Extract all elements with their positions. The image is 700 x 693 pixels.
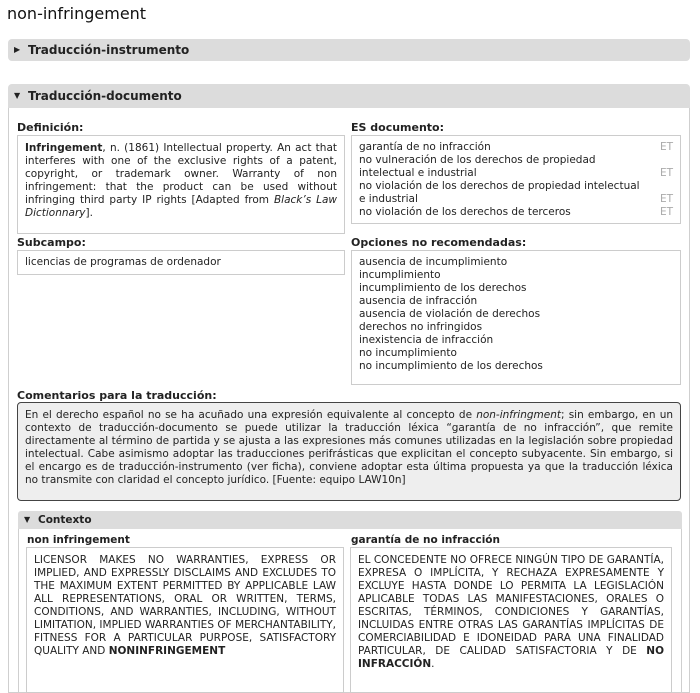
definicion-text-end: ].: [85, 207, 93, 219]
caret-down-icon: ▼: [14, 91, 21, 100]
contexto-label: Contexto: [38, 514, 92, 526]
et-badge: ET: [659, 141, 673, 153]
comentarios-term: non-infringment: [476, 409, 562, 421]
comentarios-label: Comentarios para la traducción:: [17, 389, 217, 402]
list-item: derechos no infringidos: [359, 321, 483, 333]
contexto-header[interactable]: [18, 511, 682, 529]
list-item: no incumplimiento: [359, 347, 457, 359]
comentarios-text-end: ; sin embargo, en un contexto de traducción-documento se puede utilizar la traducción léxica “garantía de no infracción”, que remite directamente al término de partida y se ajusta a las expresiones más comunes utilizadas en la legislación sobre propiedad intelectual. Cabe asimismo adoptar las traducciones perifrásticas que explicitan el concepto subyacente. Sin embargo, si el encargo es de traducción-instrumento (ver ficha), conviene adoptar esta última propuesta ya que la traducción léxica no transmite con claridad el concepto jurídico. [Fuente: equipo LAW10n]: [25, 409, 673, 486]
section-label: Traducción-instrumento: [28, 43, 190, 57]
contexto-left-heading: non infringement: [27, 534, 130, 546]
definicion-text: , n. (1861) Intellectual property. An act that interferes with one of the exclusive rights of a patent, copyright, or trademark owner. Warranty of non infringement: that the product can be used without infringing third party IP rights [Adapted from: [25, 142, 337, 206]
list-item: incumplimiento: [359, 269, 441, 281]
es-documento-label: ES documento:: [351, 121, 445, 134]
contexto-left-bold: NONINFRINGEMENT: [108, 645, 226, 657]
list-item: garantía de no infracción ET: [359, 141, 673, 153]
section-header-instrumento[interactable]: [8, 39, 690, 61]
contexto-right-bold: NO INFRACCIÓN: [358, 645, 664, 670]
definicion-source: Black’s Law Dictionnary: [25, 194, 337, 219]
contexto-right-box: [350, 547, 672, 693]
list-item: ausencia de violación de derechos: [359, 308, 541, 320]
list-item: ausencia de incumplimiento: [359, 256, 508, 268]
et-badge: ET: [659, 193, 673, 205]
subcampo-label: Subcampo:: [17, 236, 86, 249]
definicion-term: Infringement: [25, 142, 103, 154]
opciones-box: [351, 250, 681, 385]
list-item: no violación de los derechos de propiedad intelectual e industrial ET: [359, 180, 673, 205]
contexto-left-text: LICENSOR MAKES NO WARRANTIES, EXPRESS OR IMPLIED, AND EXPRESSLY DISCLAIMS AND EXCLUDES TO THE MAXIMUM EXTENT PERMITTED BY APPLICABLE LAW ALL REPRESENTATIONS, ORAL OR WRITTEN, TERMS, CONDITIONS, AND WARRANTIES, INCLUDING, WITHOUT LIMITATION, IMPLIED WARRANTIES OF MERCHANTABILITY, FITNESS FOR A PARTICULAR PURPOSE, SATISFACTORY QUALITY AND: [34, 554, 336, 657]
list-item: inexistencia de infracción: [359, 334, 494, 346]
contexto-left-box: [26, 547, 344, 693]
comentarios-text: En el derecho español no se ha acuñado una expresión equivalente al concepto de: [25, 409, 477, 421]
opciones-label: Opciones no recomendadas:: [351, 236, 527, 249]
es-documento-box: [351, 135, 681, 224]
comentarios-box: [17, 402, 681, 501]
definicion-box: [17, 135, 345, 234]
list-item: no incumplimiento de los derechos: [359, 360, 543, 372]
contexto-right-text: EL CONCEDENTE NO OFRECE NINGÚN TIPO DE GARANTÍA, EXPRESA O IMPLÍCITA, Y RECHAZA EXPRESAMENTE Y EXCLUYE HASTA DONDE LO PERMITA LA LEGISLACIÓN APLICABLE TODAS LAS MANIFESTACIONES, ORALES O ESCRITAS, TÉRMINOS, CONDICIONES Y GARANTÍAS, INCLUIDAS ENTRE OTRAS LAS GARANTÍAS IMPLÍCITAS DE COMERCIABILIDAD E IDONEIDAD PARA UNA FINALIDAD PARTICULAR, DE CALIDAD SATISFACTORIA Y DE: [358, 554, 664, 657]
subcampo-box: licencias de programas de ordenador: [17, 250, 345, 275]
list-item: no vulneración de los derechos de propiedad intelectual e industrial ET: [359, 154, 673, 179]
list-item: ausencia de infracción: [359, 295, 478, 307]
page-title: non-infringement: [7, 4, 147, 23]
list-item: incumplimiento de los derechos: [359, 282, 527, 294]
et-badge: ET: [659, 167, 673, 179]
section-label: Traducción-documento: [28, 89, 182, 103]
caret-down-icon: ▼: [24, 515, 31, 524]
contexto-right-heading: garantía de no infracción: [351, 534, 500, 546]
caret-right-icon: ▶: [14, 45, 21, 54]
section-header-documento[interactable]: [8, 84, 690, 108]
definicion-label: Definición:: [17, 121, 84, 134]
list-item: no violación de los derechos de terceros ET: [359, 206, 673, 218]
contexto-right-end: .: [431, 658, 435, 670]
et-badge: ET: [659, 206, 673, 218]
